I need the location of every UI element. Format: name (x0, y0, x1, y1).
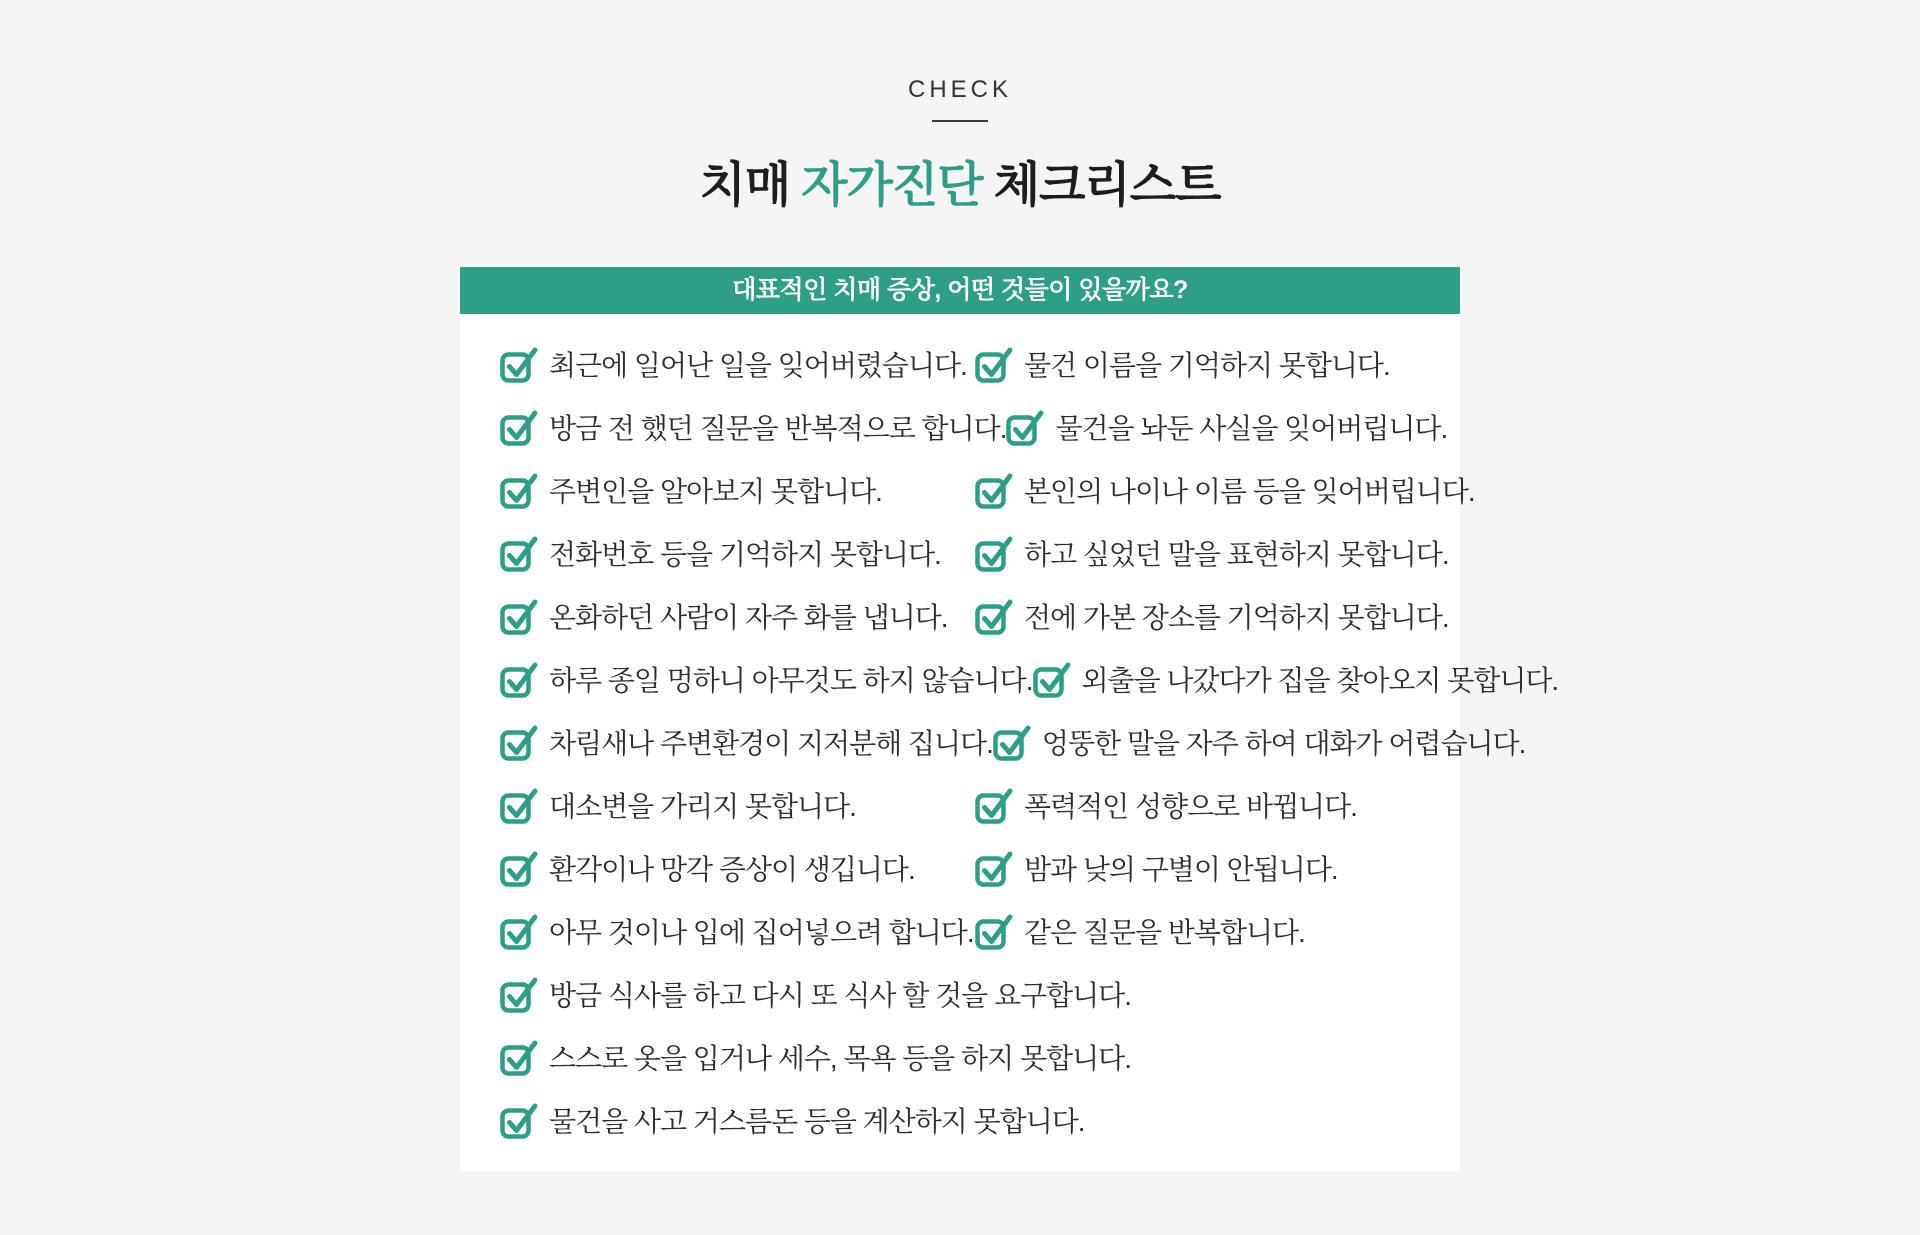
checklist-item (975, 912, 1420, 950)
checklist-item-label: 하고 싶었던 말을 표현하지 못합니다. (1024, 539, 1449, 570)
checklist-item (500, 408, 1006, 446)
checkbox-checked-icon (500, 597, 538, 635)
checklist-row (500, 345, 1420, 383)
checklist-item (500, 345, 975, 383)
checklist-item-label: 같은 질문을 반복합니다. (1024, 917, 1305, 948)
checklist-item-label: 환각이나 망각 증상이 생깁니다. (549, 854, 915, 885)
checkbox-checked-icon (1006, 408, 1044, 446)
checklist-item-label: 최근에 일어난 일을 잊어버렸습니다. (549, 350, 967, 381)
checklist-item-label: 전에 가본 장소를 기억하지 못합니다. (1024, 602, 1449, 633)
checklist-row (500, 723, 1526, 761)
checklist-item-label: 본인의 나이나 이름 등을 잊어버립니다. (1024, 476, 1475, 507)
checkbox-checked-icon (975, 534, 1013, 572)
checkbox-checked-icon (1033, 660, 1071, 698)
page-title-highlight: 자가진단 (801, 159, 983, 212)
checklist-row (500, 1101, 1420, 1139)
checklist-item-label: 전화번호 등을 기억하지 못합니다. (549, 539, 941, 570)
checkbox-checked-icon (975, 912, 1013, 950)
checkbox-checked-icon (500, 723, 538, 761)
check-eyebrow: CHECK (907, 76, 1012, 103)
checkbox-checked-icon (500, 786, 538, 824)
checkbox-checked-icon (500, 471, 538, 509)
checklist-grid (460, 314, 1559, 1171)
checklist-row (500, 534, 1449, 572)
checklist-item (500, 723, 993, 761)
checklist-item-label: 주변인을 알아보지 못합니다. (549, 476, 882, 507)
checklist-item-label: 물건을 놔둔 사실을 잊어버립니다. (1055, 413, 1448, 444)
checklist-row (500, 975, 1420, 1013)
checklist-item (993, 723, 1526, 761)
checklist-item (975, 471, 1475, 509)
checklist-row (500, 849, 1420, 887)
page-title-suffix: 체크리스트 (993, 159, 1221, 212)
checklist-item-label: 온화하던 사람이 자주 화를 냅니다. (549, 602, 948, 633)
page-title-prefix: 치매 (699, 159, 791, 212)
checkbox-checked-icon (975, 345, 1013, 383)
checklist-row (500, 471, 1475, 509)
checklist-item-label: 차림새나 주변환경이 지저분해 집니다. (549, 728, 993, 759)
page-title (0, 146, 1920, 215)
checklist-item (500, 660, 1033, 698)
checkbox-checked-icon (500, 408, 538, 446)
checklist-item-label: 방금 식사를 하고 다시 또 식사 할 것을 요구합니다. (549, 980, 1131, 1011)
checklist-row (500, 786, 1420, 824)
checklist-item (975, 597, 1449, 635)
checklist-row (500, 408, 1448, 446)
checklist-item-label: 외출을 나갔다가 집을 찾아오지 못합니다. (1081, 665, 1559, 696)
checklist-item (500, 849, 975, 887)
checkbox-checked-icon (500, 660, 538, 698)
checklist-item (500, 1101, 1085, 1139)
checklist-item (975, 534, 1449, 572)
checklist-item-label: 방금 전 했던 질문을 반복적으로 합니다. (549, 413, 1007, 444)
checkbox-checked-icon (993, 723, 1031, 761)
checklist-item-label: 스스로 옷을 입거나 세수, 목욕 등을 하지 못합니다. (549, 1043, 1131, 1074)
checklist-item-label: 폭력적인 성향으로 바뀝니다. (1024, 791, 1357, 822)
eyebrow-divider (932, 120, 988, 122)
checklist-item (500, 786, 975, 824)
checklist-item-label: 대소변을 가리지 못합니다. (549, 791, 856, 822)
checklist-row (500, 1038, 1420, 1076)
checklist-card (460, 267, 1559, 1171)
checklist-row (500, 597, 1449, 635)
checklist-item-label: 물건을 사고 거스름돈 등을 계산하지 못합니다. (549, 1106, 1085, 1137)
checklist-item (500, 912, 975, 950)
checklist-item (500, 597, 975, 635)
checklist-row (500, 660, 1559, 698)
checklist-item-label: 엉뚱한 말을 자주 하여 대화가 어렵습니다. (1041, 728, 1526, 759)
checklist-item (975, 345, 1420, 383)
checkbox-checked-icon (500, 345, 538, 383)
checkbox-checked-icon (975, 849, 1013, 887)
checklist-item (500, 471, 975, 509)
checklist-item (500, 1038, 1131, 1076)
checkbox-checked-icon (500, 1101, 538, 1139)
card-banner: 대표적인 치매 증상, 어떤 것들이 있을까요? (460, 267, 1460, 314)
checkbox-checked-icon (500, 1038, 538, 1076)
checklist-item-label: 아무 것이나 입에 집어넣으려 합니다. (549, 917, 974, 948)
checklist-row (500, 912, 1420, 950)
checkbox-checked-icon (500, 912, 538, 950)
checklist-item (975, 786, 1420, 824)
checklist-item-label: 물건 이름을 기억하지 못합니다. (1024, 350, 1390, 381)
checkbox-checked-icon (500, 975, 538, 1013)
checklist-item (500, 534, 975, 572)
checkbox-checked-icon (975, 471, 1013, 509)
checklist-item (500, 975, 1131, 1013)
checkbox-checked-icon (500, 534, 538, 572)
checkbox-checked-icon (975, 597, 1013, 635)
checklist-item (975, 849, 1420, 887)
checkbox-checked-icon (500, 849, 538, 887)
checklist-item-label: 하루 종일 멍하니 아무것도 하지 않습니다. (549, 665, 1033, 696)
checkbox-checked-icon (975, 786, 1013, 824)
checklist-item (1006, 408, 1447, 446)
checklist-item-label: 밤과 낮의 구별이 안됩니다. (1024, 854, 1338, 885)
checklist-item (1033, 660, 1559, 698)
